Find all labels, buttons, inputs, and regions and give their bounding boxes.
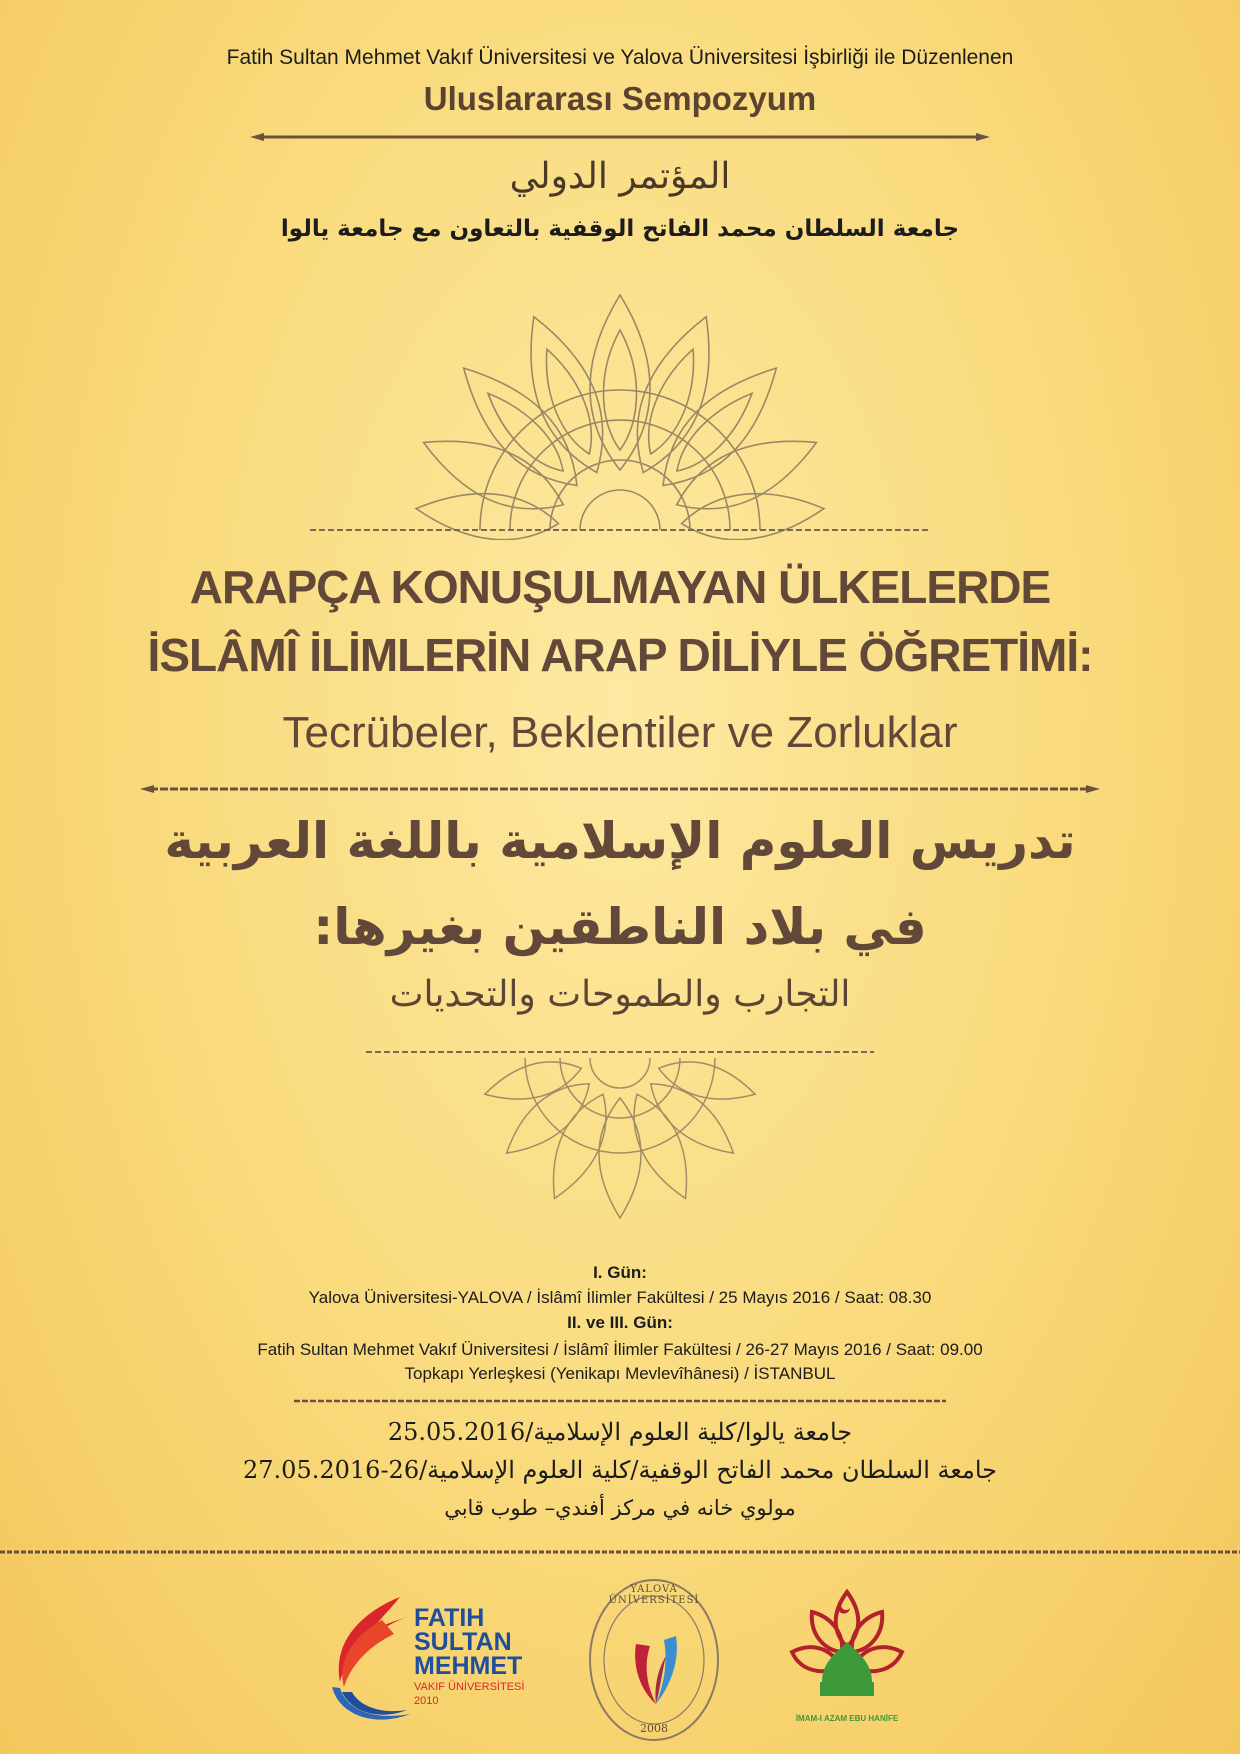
day23-location: Topkapı Yerleşkesi (Yenikapı Mevlevîhânesi) / İSTANBUL (404, 1364, 836, 1383)
mandala-ornament-bottom (400, 1054, 840, 1224)
main-subtitle: Tecrübeler, Beklentiler ve Zorluklar (282, 708, 958, 757)
organizers-arabic: جامعة السلطان محمد الفاتح الوقفية بالتعاون مع جامعة يالوا (280, 216, 960, 242)
event-type-title: Uluslararası Sempozyum (423, 80, 817, 117)
top-divider (250, 130, 990, 144)
middle-divider (140, 782, 1100, 796)
main-title-line1: ARAPÇA KONUŞULMAYAN ÜLKELERDE (189, 561, 1051, 613)
arabic-subtitle: التجارب والطموحات والتحديات (389, 974, 851, 1015)
fsm-logo-line2: SULTAN (414, 1628, 512, 1656)
arabic-schedule-line3: مولوي خانه في مركز أفندي– طوب قابي (444, 1496, 796, 1520)
fsm-logo-subtitle: VAKIF ÜNİVERSİTESİ (414, 1681, 525, 1693)
arabic-schedule-line1: جامعة يالوا/كلية العلوم الإسلامية/25.05.2016 (387, 1418, 853, 1446)
event-type-arabic: المؤتمر الدولي (509, 156, 731, 197)
mandala-ornament-top (300, 280, 940, 540)
yalova-university-logo (584, 1574, 724, 1746)
imam-azam-logo (782, 1582, 912, 1732)
footer-divider (0, 1548, 1240, 1556)
fsm-logo-line1: FATIH (414, 1604, 485, 1632)
main-title-line2: İSLÂMÎ İLİMLERİN ARAP DİLİYLE ÖĞRETİMİ: (147, 629, 1093, 681)
fsm-university-logo (322, 1592, 532, 1732)
day23-label: II. ve III. Gün: (567, 1313, 673, 1332)
arabic-title-line1: تدريس العلوم الإسلامية باللغة العربية (164, 812, 1076, 870)
day1-label: I. Gün: (593, 1263, 647, 1282)
yalova-logo-name: YALOVA ÜNİVERSİTESİ (608, 1584, 700, 1606)
fsm-logo-line3: MEHMET (414, 1652, 523, 1680)
mandala-base-line (300, 524, 940, 536)
imam-azam-logo-name: İMAM-I AZAM EBU HANİFE (795, 1714, 899, 1723)
day23-detail: Fatih Sultan Mehmet Vakıf Üniversitesi / İslâmî İlimler Fakültesi / 26-27 Mayıs 2016 / Saat: 09.00 (257, 1340, 983, 1359)
organizers-line: Fatih Sultan Mehmet Vakıf Üniversitesi ve Yalova Üniversitesi İşbirliği ile Düzenlenen (226, 46, 1014, 69)
arabic-title-line2: في بلاد الناطقين بغيرها: (313, 898, 927, 956)
fsm-swoosh-icon (322, 1592, 412, 1722)
schedule-divider (290, 1396, 950, 1406)
imam-azam-emblem-icon (782, 1582, 912, 1712)
arabic-schedule-line2: جامعة السلطان محمد الفاتح الوقفية/كلية العلوم الإسلامية/26-27.05.2016 (243, 1456, 997, 1484)
yalova-logo-year: 2008 (640, 1722, 668, 1735)
fsm-logo-year: 2010 (414, 1695, 439, 1707)
day1-detail: Yalova Üniversitesi-YALOVA / İslâmî İlimler Fakültesi / 25 Mayıs 2016 / Saat: 08.30 (308, 1288, 932, 1307)
